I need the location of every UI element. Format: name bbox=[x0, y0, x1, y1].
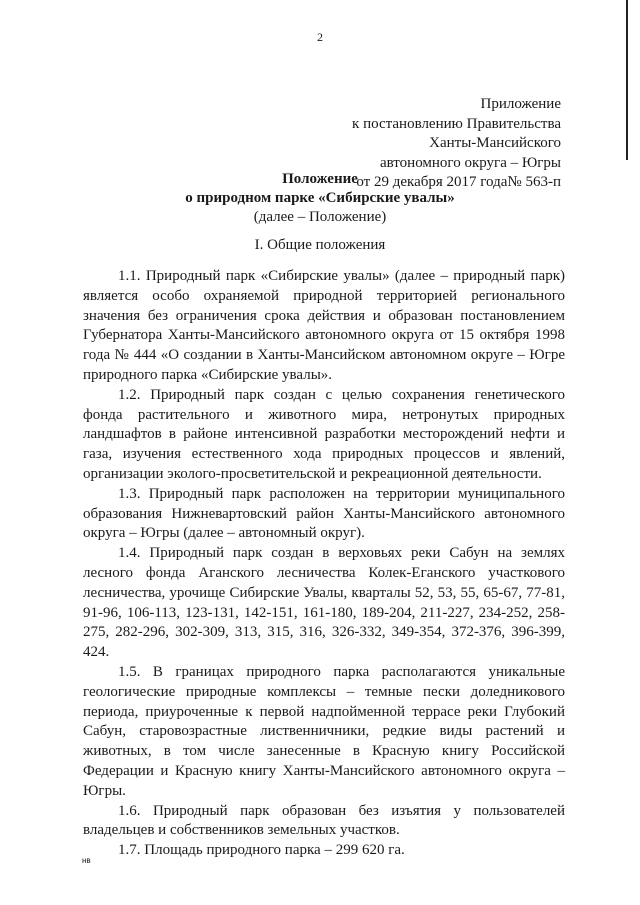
page-number: 2 bbox=[317, 30, 323, 44]
appendix-line: Приложение bbox=[480, 96, 561, 112]
paragraph: 1.7. Площадь природного парка – 299 620 га. bbox=[118, 842, 405, 859]
paragraph: 1.5. В границах природного парка располагаются уникальные геологические природные комплексы – темные пески доледникового периода, приуроченные к первой надпойменной террасе реки Глубокий Сабун, старовозрастные лиственничники, редкие виды растений и животных, в том числе занесенные в Красную книгу Российской Федерации и Красную книгу Ханты-Мансийского автономного округа – Югры. bbox=[83, 663, 565, 799]
footer-mark: нв bbox=[82, 856, 91, 865]
title-subline: (далее – Положение) bbox=[253, 209, 387, 225]
body-text bbox=[83, 267, 565, 861]
paragraph: 1.2. Природный парк создан с целью сохранения генетического фонда растительного и животного мира, нетронутых природных ландшафтов в районе интенсивной разработки месторождений нефти и газа, изучения естественного хода природных процессов и явлений, организации эколого-просветительской и рекреационной деятельности. bbox=[83, 386, 565, 482]
title-line: о природном парке «Сибирские увалы» bbox=[185, 190, 455, 206]
paragraph: 1.3. Природный парк расположен на территории муниципального образования Нижневартовский район Ханты-Мансийского автономного округа – Югры (далее – автономный округ). bbox=[83, 485, 565, 542]
appendix-line: автономного округа – Югры bbox=[379, 154, 561, 171]
appendix-line: от 29 декабря 2017 года№ 563-п bbox=[356, 174, 561, 190]
paragraph: 1.6. Природный парк образован без изъятия у пользователей владельцев и собственников земельных участков. bbox=[83, 802, 565, 839]
section-heading: I. Общие положения bbox=[254, 237, 386, 253]
document-title bbox=[0, 170, 640, 227]
paragraph: 1.1. Природный парк «Сибирские увалы» (далее – природный парк) является особо охраняемой природной территорией регионального значения без ограничения срока действия и образован постановлением Губернатора Ханты-Мансийского автономного округа от 15 октября 1998 года № 444 «О создании в Ханты-Мансийском автономном округе – Югре природного парка «Сибирские увалы». bbox=[83, 268, 565, 383]
title-line: Положение bbox=[282, 171, 358, 187]
paragraph: 1.4. Природный парк создан в верховьях реки Сабун на землях лесного фонда Аганского лесничества Колек-Еганского участкового лесничества, урочище Сибирские Увалы, кварталы 52, 53, 55, 65-67, 77-81, 91-96, 106-113, 123-131, 142-151, 161-180, 189-204, 211-227, 234-252, 258-275, 282-296, 302-309, 313, 315, 316, 326-332, 349-354, 372-376, 396-399, 424. bbox=[83, 545, 565, 661]
scan-edge-mark bbox=[626, 0, 628, 160]
appendix-line: к постановлению Правительства bbox=[352, 115, 561, 132]
appendix-line: Ханты-Мансийского bbox=[429, 135, 561, 151]
